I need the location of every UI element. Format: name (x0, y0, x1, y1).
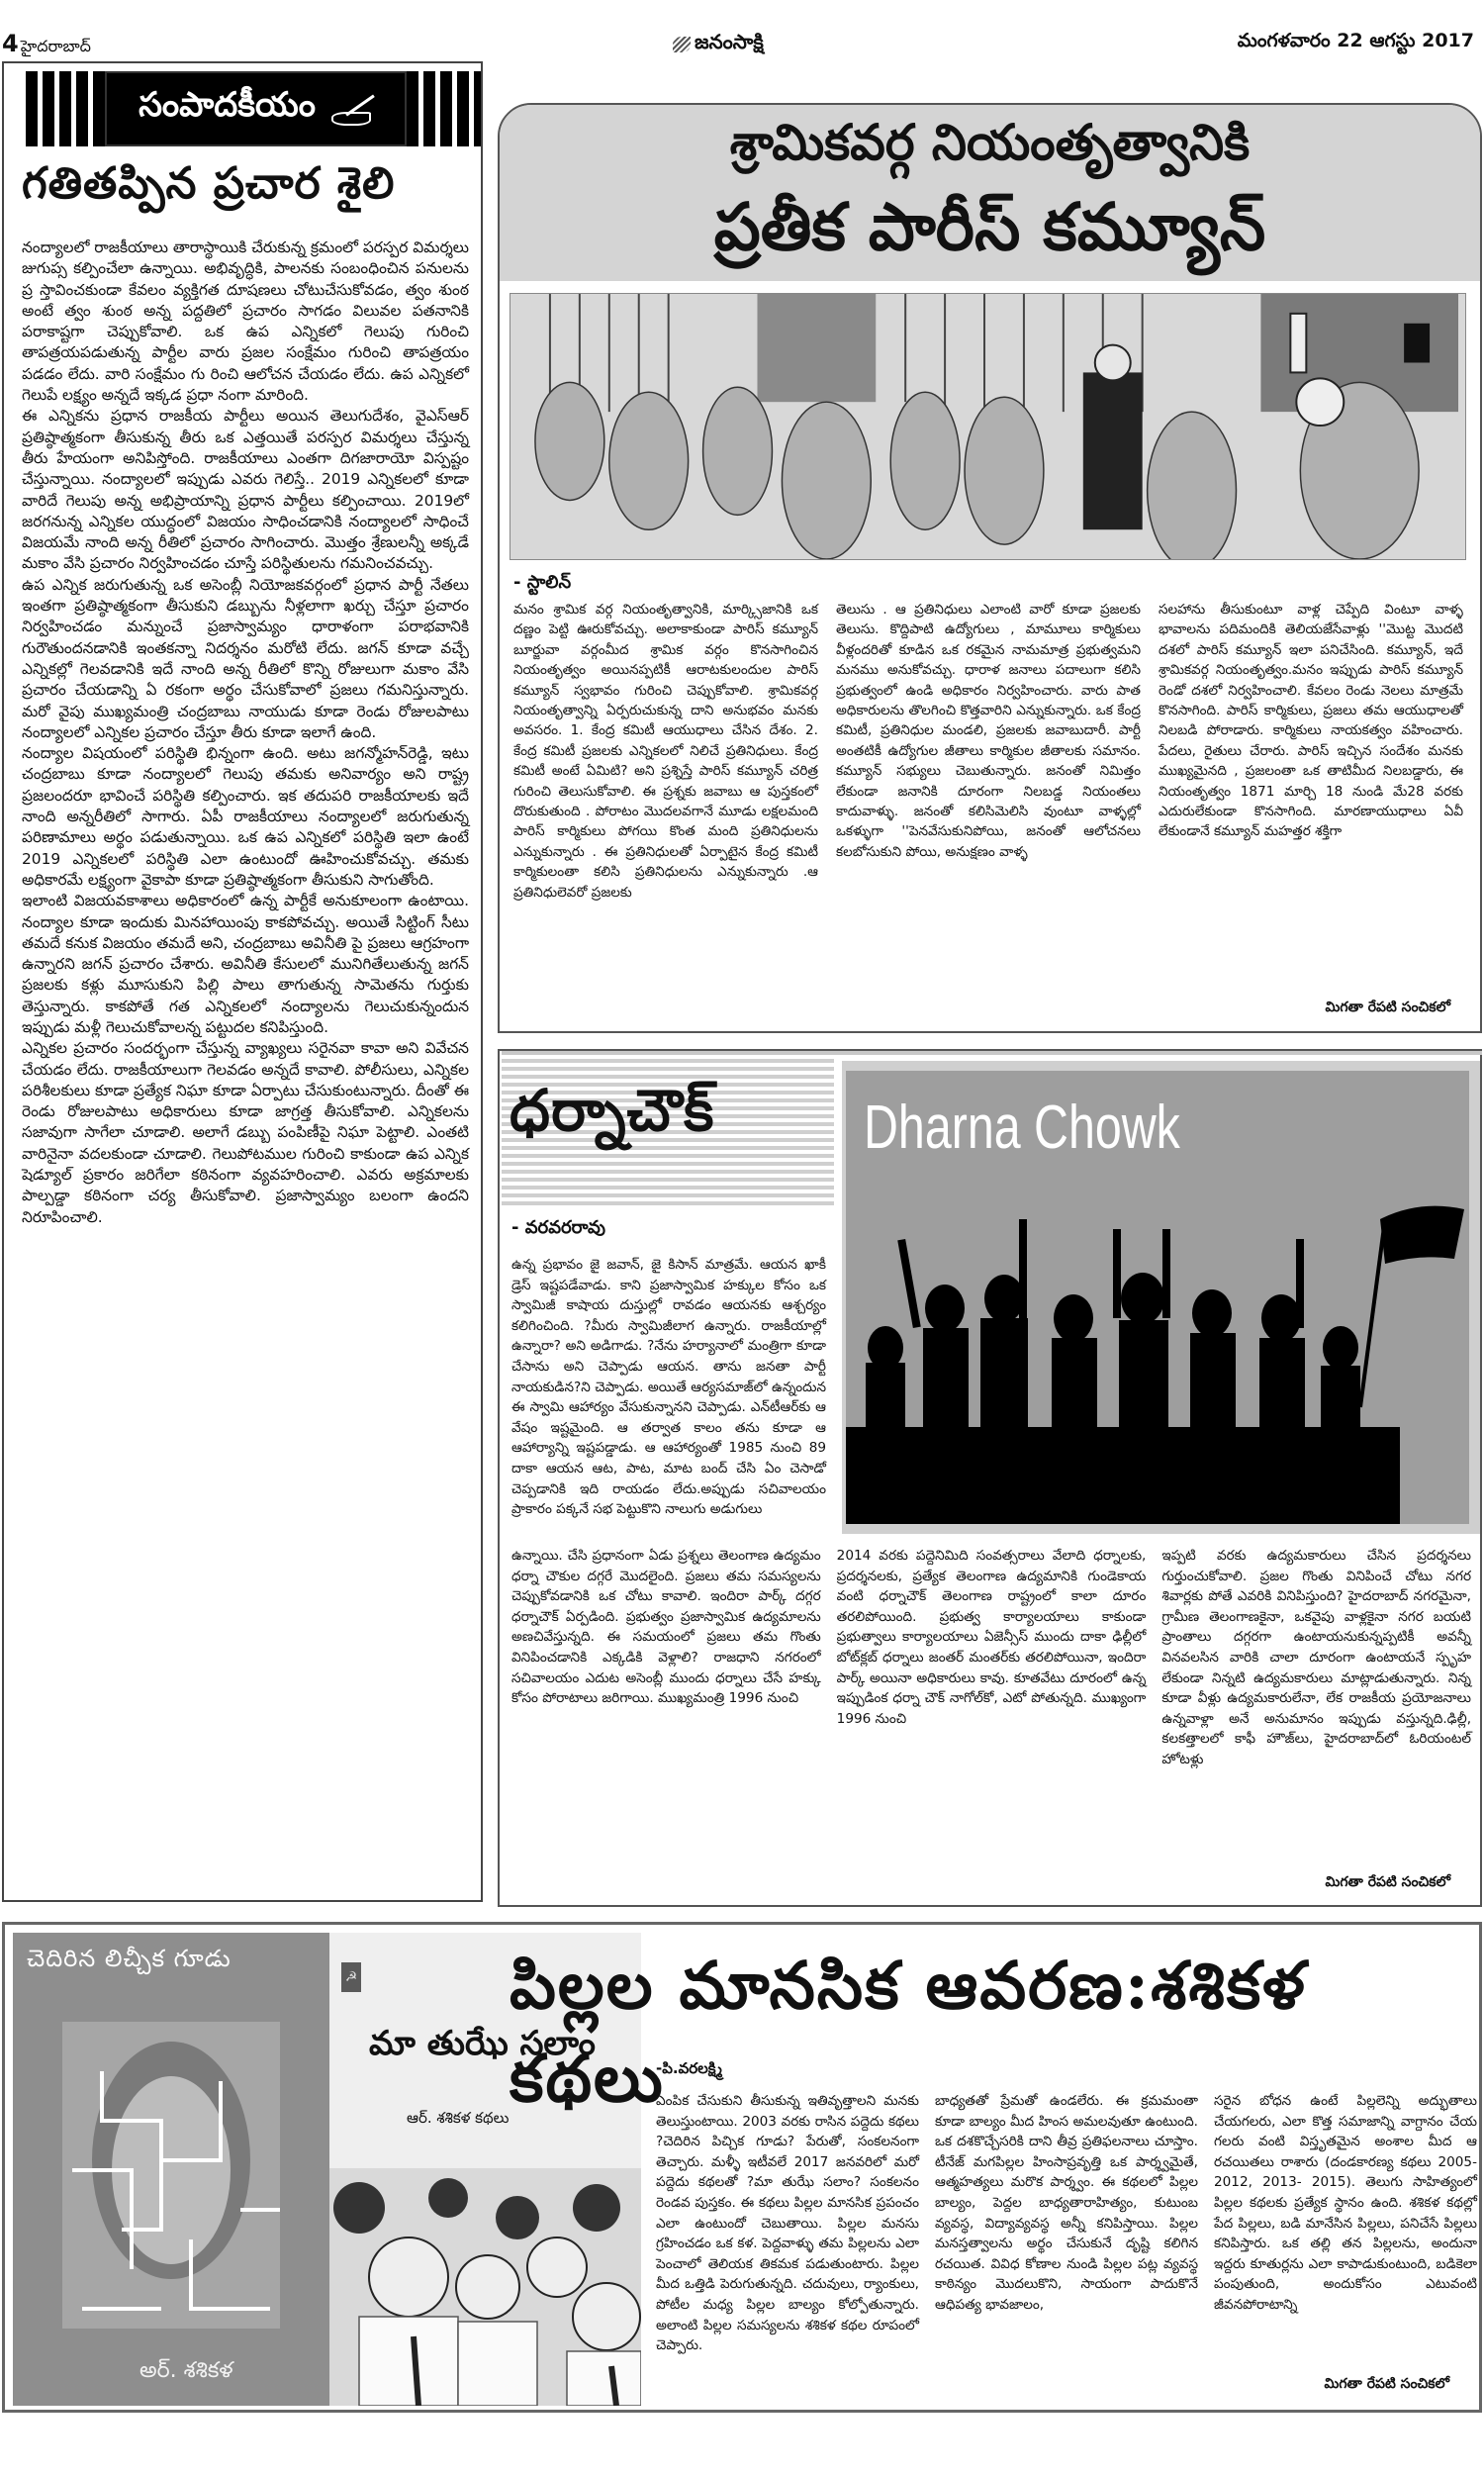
editorial-body (22, 238, 469, 1228)
editorial-paragraph: నంద్యాల విషయంలో పరిస్థితి భిన్నంగా ఉంది. అటు జగన్మోహన్‌రెడ్డి, ఇటు చంద్రబాబు కూడా నంద్యాలలో గెలుపు తమకు అనివార్యం అని రాష్ట్ర ప్రజలందరూ భావించే పరిస్థితి కల్పించారు. ఇక తదుపరి రాజకీయాలకు ఇదే నాంది అన్నరీతిలో సాగారు. ఏపీ రాజకీయాలు నంద్యాలలో జరుగుతున్న పరిణామాలు అర్థం పడుతున్నాయి. ఒక ఉప ఎన్నికలో పరిస్థితి ఇలా ఉంటే 2019 ఎన్నికలలో పరిస్థితి ఎలా ఉంటుందో ఊహించుకోవచ్చు. తమకు అధికారమే లక్ష్యంగా వైకాపా కూడా ప్రతిష్ఠాత్మకంగా తీసుకుని సాగుతోంది. (22, 744, 469, 889)
dharna-chowk-article (498, 1049, 1482, 1907)
kids-headline: పిల్లల మానసిక ఆవరణ:శశికళ కథలు (510, 1947, 1307, 2117)
masthead (0, 30, 1484, 61)
commune-byline: - స్టాలిన్‌ (513, 572, 572, 593)
commune-body (513, 600, 1463, 903)
dharna-first-column: ఉన్న ప్రభావం జై జవాన్‌, జై కిసాన్‌ మాత్రమే. ఆయన ఖాకీ డ్రెస్‌ ఇష్టపడేవాడు. కాని ప్రజాస్వామిక హక్కుల కోసం ఒక స్వామిజీ కాషాయ దుస్తుల్లో రావడం ఆయనకు ఆశ్చర్యం కలిగించింది. ?మీరు స్వామిజీలాగ ఉన్నారు. రాజకీయాల్లో ఉన్నారా? అని అడిగాడు. ?నేను హర్యానాలో మంత్రిగా కూడా చేసాను అని చెప్పాడు ఆయన. తాను జనతా పార్టీ నాయకుడిన?ని చెప్పాడు. అయితే ఆర్యసమాజ్‌లో ఉన్నందున ఈ స్వామి ఆహార్యం వేసుకున్నానని చెప్పాడు. ఎన్‌టీఆర్‌కు ఆ వేషం ఇష్టమైంది. ఆ తర్వాత కాలం తను కూడా ఆ ఆహార్యాన్ని ఇష్టపడ్డాడు. ఆ ఆహార్యంతో 1985 నుంచి 89 దాకా ఆయన ఆట, పాట, మాట బంద్‌ చేసి ఏం చెసాడో చెప్పడానికి ఇది రాయడం లేదు.అప్పుడు సచివాలయం ప్రాకారం పక్కనే సభ పెట్టుకొని నాలుగు అడుగులు (511, 1257, 826, 1518)
kids-continued-note: మిగతా రేపటి సంచికలో (1324, 2376, 1449, 2392)
paris-commune-article (498, 103, 1482, 1033)
editorial-section-label: సంపాదకీయం (139, 85, 316, 125)
editorial-article (2, 61, 483, 1902)
kids-column: ఎంపిక చేసుకుని తీసుకున్న ఇతివృత్తాలని మనకు తెలుస్తుంటాయి. 2003 వరకు రాసిన పద్దెదు కథలు ?చెదిరిన పిచ్చిక గూడు? పేరుతో, సంకలనంగా తెచ్చారు. మళ్ళీ ఇటీవలే 2017 జనవరిలో మరో పద్దెదు కథలతో ?మా తుఝే సలాం? సంకలనం రెండవ పుస్తకం. ఈ కథలు పిల్లల మానసిక ప్రపంచం ఎలా ఉంటుందో చెబుతాయి. పిల్లల మనసు గ్రహించడం ఒక కళ. పెద్దవాళ్ళు తమ పిల్లలను ఎలా పెంచాలో తెలియక తికమక పడుతుంటారు. పిల్లల మీద ఒత్తిడి పెరుగుతున్నది. చదువులు, ర్యాంకులు, పోటీల మధ్య పిల్లల బాల్యం కోల్పోతున్నారు. అలాంటి పిల్లల సమస్యలను శశికళ కథల రూపంలో చెప్పారు. (656, 2093, 919, 2354)
dharna-title-box (502, 1059, 834, 1207)
fragmented-face-icon (43, 2012, 300, 2338)
pen-writing-icon (329, 94, 373, 124)
book-cover-1 (13, 1933, 329, 2406)
city-label: హైదరాబాద్ (20, 37, 91, 55)
editorial-section-label-box (105, 71, 407, 146)
dharna-continued-note: మిగతా రేపటి సంచికలో (1325, 1874, 1450, 1890)
dharna-byline: - వరవరరావు (511, 1217, 605, 1238)
book2-author: ఆర్‌. శశికళ కథలు (407, 2109, 510, 2127)
kids-byline: -పి.వరలక్ష్మి (656, 2059, 722, 2077)
issue-date: మంగళవారం 22 ఆగస్టు 2017 (1237, 30, 1474, 51)
book2-title: మా తుఝే సలాం (369, 2024, 596, 2063)
commune-continued-note: మిగతా రేపటి సంచికలో (1325, 1000, 1450, 1015)
commune-headline-box (500, 105, 1480, 281)
commune-column: మనం శ్రామిక వర్గ నియంతృత్వానికి, మార్క్సిజానికి ఒక దణ్ణం పెట్టి ఊరుకోవచ్చు. అలాకాకుండా పారిస్‌ కమ్యూన్‌ బూర్జువా వర్గంమీద శ్రామిక వర్గం కొనసాగించిన నియంతృత్వం అయినప్పటికీ ఆరాటకులందుల పారిస్‌ కమ్యూన్‌ స్వభావం గురించి చెప్పుకోవాలి. శ్రామికవర్గ నియంతృత్వాన్ని ఏర్పరుచుకున్న దాని అనుభవం మనకు అవసరం. 1. కేంద్ర కమిటీ ఆయుధాలు చేసిన దేశం. 2. కేంద్ర కమిటీ ప్రజలకు ఎన్నికలలో నిలిచే ప్రతినిధులు. కేంద్ర కమిటీ అంటే ఏమిటి? అని ప్రశ్నిస్తే పారిస్‌ కమ్యూన్‌ చరిత్ర గురించి తెలుసుకోవాలి. ఈ ప్రశ్నకు జవాబు ఆ పుస్తకంలో దొరుకుతుంది . పోరాటం మొదలవగానే మూడు లక్షలమంది పారిస్‌ కార్మికులు పోగయి కొంత మంది ప్రతినిధులను ఎన్నుకున్నారు . ఈ ప్రతినిధులతో ఏర్పాటైన కేంద్ర కమిటీ కార్మికులంతా కలిసి ప్రతినిధులను ఎన్నుకున్నారు .ఆ ప్రతినిధులెవరో ప్రజలకు (513, 602, 818, 901)
children-photo-icon (329, 2168, 641, 2406)
editorial-paragraph: ఇలాంటి విజయవకాశాలు అధికారంలో ఉన్న పార్టీకే అనుకూలంగా ఉంటాయి. నంద్యాల కూడా ఇందుకు మినహాయింపు కాకపోవచ్చు. అయితే సిట్టింగ్‌ సీటు తమదే కనుక విజయం తమదే అని, చంద్రబాబు అవినీతి పై ప్రజలు ఆగ్రహంగా ఉన్నారని జగన్‌ ప్రచారం చేశారు. అవినీతి కేసులలో మునిగితేలుతున్న జగన్‌ ప్రజలకు కళ్లు మూసుకుని పిల్లి పాలు తాగుతున్న సామెతను గుర్తుకు తెస్తున్నారు. కాకపోతే గత ఎన్నికలలో నంద్యాలను గెలుచుకున్నందున ఇప్పుడు మళ్లీ గెలుచుకోవాలన్న పట్టుదల కనిపిస్తుంది. (22, 892, 469, 1036)
kids-stories-article (2, 1922, 1482, 2413)
dharna-image-frame (846, 1071, 1469, 1524)
page-number (2, 30, 91, 59)
hammer-sickle-icon: ☭ (341, 1962, 361, 1992)
dharna-section-title: ధర్నాచౌక్‌ (510, 1077, 715, 1144)
paper-name: జనంసాక్షి (695, 30, 764, 53)
editorial-headline: గతితప్పిన ప్రచార శైలి (22, 158, 396, 209)
commune-headline-line2: ప్రతీక పారీస్‌ కమ్యూన్‌ (713, 188, 1266, 265)
book1-title: చెదిరిన లిచ్చీక గూడు (27, 1945, 232, 1972)
paper-logo (673, 30, 764, 58)
protest-silhouette-icon (846, 1180, 1469, 1524)
dharna-column: ఇప్పటి వరకు ఉద్యమకారులు చేసిన ప్రదర్శనలు గుర్తుంచుకోవాలి. ప్రజల గొంతు వినిపించే చోటు నగర శివార్లకు పోతే ఎవరికి వినిపిస్తుంది? హైదరాబాద్‌ నగరమైనా, గ్రామీణ తెలంగాణకైనా, ఒకవైపు వాళ్లకైనా నగర బయటి ప్రాంతాలు దగ్గరగా ఉంటాయనుకున్నప్పటికీ అవన్నీ వినవలసిన వారికి చాలా దూరంగా ఉంటాయనే స్పృహ లేకుండా నిన్నటి ఉద్యమకారులు మాట్లాడుతున్నారు. నిన్న కూడా వీళ్లు ఉద్యమకారులేనా, లేక రాజకీయ ప్రయోజనాలు ఉన్నవాళ్లా అనే అనుమానం ఇప్పుడు వస్తున్నది.ఢిల్లీ, కలకత్తాలలో కాఫీ హౌజ్‌లు, హైదరాబాద్‌లో ఓరియంటల్‌ హోటళ్లు (1161, 1548, 1472, 1767)
leaf-icon (673, 37, 691, 52)
kids-column: బాధ్యతతో ప్రేమతో ఉండలేరు. ఈ క్రమమంతా కూడా బాల్యం మీద హింస అమలవుతూ ఉంటుంది. ఒక దశకొచ్చేసరికి దాని తీవ్ర ప్రతిఫలనాలు చూస్తాం. టీనేజ్‌ మగపిల్లల హింసాప్రవృత్తి ఒక పార్శ్వమైతే, ఆత్మహత్యలు మరొక పార్శ్వం. ఈ కథలలో పిల్లల బాల్యం, పెద్దల బాధ్యతారాహిత్యం, కుటుంబ వ్యవస్థ, విద్యావ్యవస్థ అన్నీ కనిపిస్తాయి. పిల్లల మనస్తత్వాలను అర్థం చేసుకునే దృష్టి కలిగిన రచయిత. వివిధ కోణాల నుండి పిల్లల పట్ల వ్యవస్థ కాఠిన్యం మొదలుకొని, సాయంగా పాదుకొనే ఆధిపత్య భావజాలం, (935, 2093, 1198, 2313)
editorial-paragraph: ఈ ఎన్నికను ప్రధాన రాజకీయ పార్టీలు అయిన తెలుగుదేశం, వైఎస్‌ఆర్‌ ప్రతిష్ఠాత్మకంగా తీసుకున్న తీరు ఒక ఎత్తయితే పరస్పర విమర్శలు చేస్తున్న తీరు హేయంగా అనిపిస్తోంది. రాజకీయాలు ఎంతగా దిగజారాయో విస్పష్టం చేస్తున్నాయి. నంద్యాలలో ఇప్పుడు ఎవరు గెలిస్తే.. 2019 ఎన్నికలలో కూడా వారిదే గెలుపు అన్న అభిప్రాయాన్ని ప్రధాన పార్టీలు కల్పించాయి. 2019లో జరగనున్న ఎన్నికల యుద్ధంలో విజయం సాధించడానికి నంద్యాలలో సాధించే విజయమే నాంది అన్న రీతిలో ప్రచారం సాగించారు. మొత్తం శ్రేణులన్నీ అక్కడే మకాం వేసి ప్రచారం నిర్వహించడం చూస్తే పరిస్థితులను గమనించవచ్చు. (22, 407, 469, 573)
commune-headline-line1: శ్రామికవర్గ నియంతృత్వానికి (729, 113, 1251, 171)
dharna-column: 2014 వరకు పద్దెనిమిది సంవత్సరాలు వేలాది ధర్నాలకు, ప్రదర్శనలకు, ప్రత్యేక తెలంగాణ ఉద్యమానికి గుండెకాయ వంటి ధర్నాచౌక్‌ తెలంగాణ రాష్ట్రంలో కాలా దూరం తరలిపోయింది. ప్రభుత్వ కార్యాలయాలు కాకుండా ప్రభుత్వాలు కార్యాలయాలు ఏజెన్సీస్‌ ముందు దాకా ఢిల్లీలో బోట్‌క్లబ్‌ ధర్నాలు జంతర్‌ మంతర్‌కు తరలిపోయినా, ఇందిరా పార్క్‌ అయినా అధికారులు కావు. కూతవేటు దూరంలో ఉన్న ఇప్పుడింక ధర్నా చౌక్‌ నాగోల్‌కో, ఎటో పోతున్నది. ముఖ్యంగా 1996 నుంచి (836, 1548, 1147, 1727)
banner-stripes-left (26, 71, 105, 146)
editorial-paragraph: ఎన్నికల ప్రచారం సందర్భంగా చేస్తున్న వ్యాఖ్యలు సరైనవా కావా అని వివేచన చేయడం లేదు. రాజకీయాలుగా గెలవడం అన్నదే కావాలి. పోలీసులు, ఎన్నికల పరిశీలకులు కూడా ప్రత్యేక నిఘా కూడా ఏర్పాటు చేసుకుంటున్నారు. దీంతో ఈ రెండు రోజులపాటు అధికారులు కూడా జాగ్రత్త తీసుకోవాలి. ఎన్నికలను సజావుగా సాగేలా చూడాలి. అలాగే డబ్బు పంపిణీపై నిఘా పెట్టాలి. ఎంతటి వారినైనా వదలకుండా చూడాలి. గెలుపోటముల గురించి కాకుండా ఉప ఎన్నిక షెడ్యూల్‌ ప్రకారం జరిగేలా కఠినంగా వ్యవహరించాలి. ఎవరు అక్రమాలకు పాల్పడ్డా కఠినంగా చర్య తీసుకోవాలి. ప్రజాస్వామ్యం బలంగా ఉందని నిరూపించాలి. (22, 1039, 469, 1226)
dharna-chowk-image (842, 1061, 1480, 1534)
editorial-paragraph: నంద్యాలలో రాజకీయాలు తారాస్థాయికి చేరుకున్న క్రమంలో పరస్పర విమర్శలు జుగుప్స కల్పించేలా ఉన్నాయి. అభివృద్ధికి, పాలనకు సంబంధించిన పనులను ప్ర స్తావించకుండా కేవలం వ్యక్తిగత దూషణలు చోటుచేసుకోవడం, త్వం శుంఠ అంటే త్వం శుంఠ అన్న పద్దతిలో ప్రచారం సాగడం విలువల పతనానికి పరాకాష్టగా చెప్పుకోవాలి. ఒక ఉప ఎన్నికలో గెలుపు గురించి తాపత్రయపడుతున్న పార్టీల వారు ప్రజల సంక్షేమం గురించి తాపత్రయం పడడం లేదు. వారి సంక్షేమం గు రించి ఆలోచన చేయడం లేదు. ఉప ఎన్నికలో గెలుపే లక్ష్యం అన్నదే ఇక్కడ ప్రధా నంగా మారింది. (22, 238, 470, 405)
editorial-paragraph: ఉప ఎన్నిక జరుగుతున్న ఒక అసెంబ్లీ నియోజకవర్గంలో ప్రధాన పార్టీ నేతలు ఇంతగా ప్రతిష్ఠాత్మకంగా తీసుకుని డబ్బును నీళ్లలాగా ఖర్చు చేస్తూ ప్రచారం నిర్వహించడం మన్నుంచే ప్రజాస్వామ్యం ధారాళంగా పరాభవానికి గురౌతుందనడానికి ఇంతకన్నా నిదర్శనం మరోటి లేదు. జగన్‌ కూడా వచ్చే ఎన్నికల్లో గెలవడానికి ఇదే నాంది అన్న రీతిలో కొన్ని రోజులుగా మకాం వేసి ప్రచారం చేయడాన్ని ఏ రకంగా అర్థం చేసుకోవాలో ప్రజలు గమనిస్తున్నారు. మరో వైపు ముఖ్యమంత్రి చంద్రబాబు నాయుడు కూడా రెండు రోజులపాటు నంద్యాలలో ఎన్నికల ప్రచారం చేస్తూ తీరు కూడా ఇలాగే ఉంది. (22, 575, 469, 741)
paris-commune-illustration (510, 293, 1466, 560)
kids-column: సరైన బోధన ఉంటే పిల్లలెన్ని అద్భుతాలు చేయగలరు, ఎలా కొత్త సమాజాన్ని వాగ్దానం చేయ గలరు వంటి విస్తృతమైన అంశాల మీద ఆ రచయితలు రాశారు (దండకారణ్య కథలు 2005-2012, 2013- 2015). తెలుగు సాహిత్యంలో పిల్లల కథలకు ప్రత్యేక స్థానం ఉంది. శశికళ కథల్లో పేద పిల్లలు, బడి మానేసిన పిల్లలు, పనిచేసే పిల్లలు కనిపిస్తారు. ఒక తల్లి తన పిల్లలను, అందునా ఇద్దరు కూతుర్లను ఎలా కాపాడుకుంటుంది, బడికెలా పంపుతుంది, అందుకోసం ఎటువంటి జీవనపోరాటాన్ని (1214, 2093, 1477, 2313)
dharna-body (511, 1546, 1471, 1770)
book1-author: అర్‌. శశికళ (139, 2358, 233, 2383)
editorial-banner (26, 71, 481, 146)
dharna-column: ఉన్నాయి. చేసి ప్రధానంగా ఏడు ప్రశ్నలు తెలంగాణ ఉద్యమం ధర్నా చౌకుల దగ్గరే మొదలైంది. ప్రజలు తమ సమస్యలను చెప్పుకోవడానికి ఒక చోటు కావాలి. ఇందిరా పార్క్‌ దగ్గర ధర్నాచౌక్‌ ఏర్పడింది. ప్రభుత్వం ప్రజాస్వామిక ఉద్యమాలను అణచివేస్తున్నది. ఈ సమయంలో ప్రజలు తమ గొంతు వినిపించడానికి ఎక్కడికి వెళ్లాలి? రాజధాని నగరంలో సచివాలయం ఎదుట అసెంబ్లీ ముందు ధర్నాలు చేసే హక్కు కోసం పోరాటాలు జరిగాయి. ముఖ్యమంత్రి 1996 నుంచి (511, 1548, 821, 1707)
page-number-value: 4 (2, 30, 19, 57)
kids-body (656, 2091, 1477, 2356)
banner-stripes-right (407, 71, 481, 146)
commune-column: తెలుసు . ఆ ప్రతినిధులు ఎలాంటి వారో కూడా ప్రజలకు తెలుసు. కొద్దిపాటి ఉద్యోగులు , మామూలు కార్మికులు వీళ్లందరితో కూడిన ఒక రకమైన నామమాత్ర ప్రభుత్వమని మనము అనుకోవచ్చు. ధారాళ జనాలు పదాలుగా కలిసి ప్రభుత్వంలో ఉండి అధికారం నిర్వహించారు. వారు పాత అధికారులను తొలగించి కొత్తవారిని ఎన్నుకున్నారు. ఒక కేంద్ర కమిటీ, ప్రతినిధుల మండలి, ప్రజలకు జవాబుదారీ. పార్టీ అంతటికీ ఉద్యోగుల జీతాలు కార్మికుల జీతాలకు సమానం. కమ్యూన్‌ సభ్యులు చెబుతున్నారు. జనంతో నిమిత్తం లేకుండా జనానికి దూరంగా నిలబడ్డ నియంతలు కాదువాళ్ళు. జనంతో కలిసిమెలిసి వుంటూ వాళ్ళల్లో ఒకళ్ళుగా ''పెనవేసుకునిపోయి, జనంతో ఆలోచనలు కలబోసుకుని పోయి, అనుక్షణం వాళ్ళ (836, 602, 1141, 860)
dharna-banner-text: Dharna Chowk (864, 1094, 1180, 1162)
dharna-top-rule (502, 1051, 1482, 1055)
commune-column: సలహాను తీసుకుంటూ వాళ్ల చెప్పేది వింటూ వాళ్ళ భావాలను పదిమందికి తెలియజేసేవాళ్లు ''మొట్ట మొదటి దశలో పారిస్‌ కమ్యూన్‌ ఇలా పనిచేసింది. కమ్యూన్‌, ఇదే శ్రామికవర్గ నియంతృత్వం.మనం ఇప్పుడు పారిస్‌ కమ్యూన్‌ రెండో దశలో నిర్వహించాలి. కేవలం రెండు నెలలు మాత్రమే కొనసాగింది. పారిస్‌ కార్మికులు, ప్రజలు తమ ఆయుధాలతో నిలబడి పోరాడారు. కార్మికులు నాయకత్వం వహించారు. పేదలు, రైతులు చేరారు. పారిస్‌ ఇచ్చిన సందేశం మనకు ముఖ్యమైనది , ప్రజలంతా ఒక తాటిమీద నిలబడ్డారు, ఈ నియంతృత్వం 1871 మార్చి 18 నుండి మే28 వరకు ఎదురులేకుండా కొనసాగింది. మారణాయుధాలు ఏవీ లేకుండానే కమ్యూన్‌ మహత్తర శక్తిగా (1159, 602, 1463, 840)
